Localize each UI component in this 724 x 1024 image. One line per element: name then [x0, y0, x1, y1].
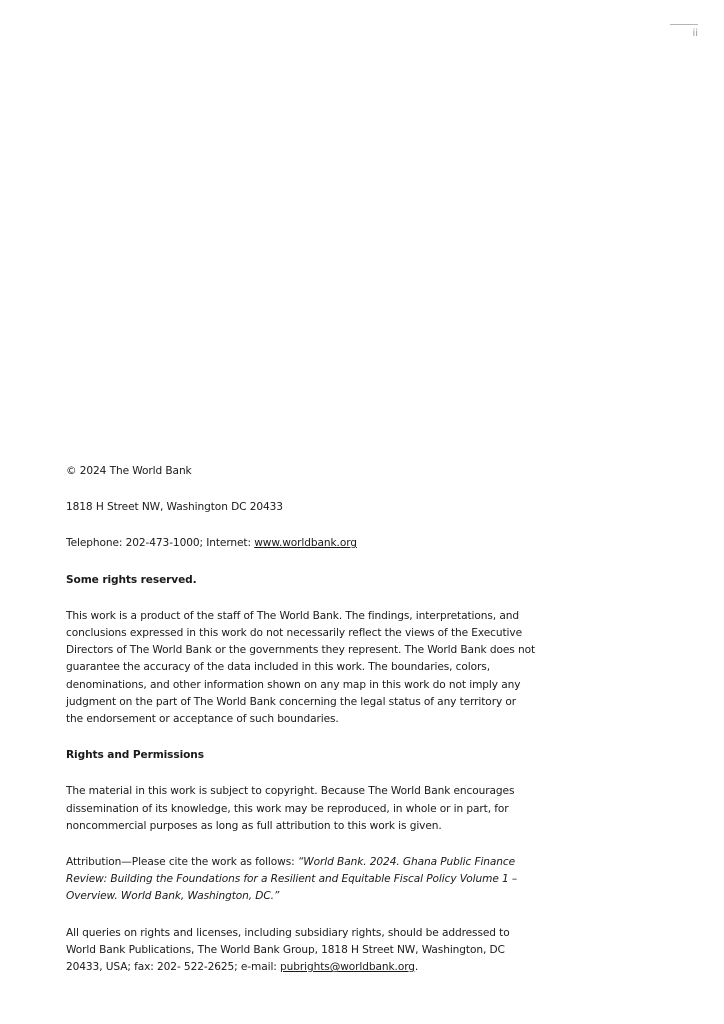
permissions-heading: Rights and Permissions	[66, 749, 204, 762]
queries-prefix: All queries on rights and licenses, including subsidiary rights, should be addressed to World Bank Publications, The World Bank Group, 1818 H Street NW, Washington, DC 20433, USA; fax: 202- 522-2625; e-mail:	[66, 926, 510, 974]
contact-prefix: Telephone: 202-473-1000; Internet:	[66, 537, 255, 550]
attribution-citation: “World Bank. 2024. Ghana Public Finance Review: Building the Foundations for a Resilient and Equitable Fiscal Policy Volume 1 – Overview. World Bank, Washington, DC.”	[66, 856, 518, 903]
contact-line	[66, 535, 536, 552]
copyright-line: © 2024 The World Bank	[66, 465, 192, 477]
attribution-prefix: Attribution—Please cite the work as follows:	[66, 856, 298, 869]
email-link[interactable]: pubrights@worldbank.org	[280, 961, 415, 974]
disclaimer-paragraph: This work is a product of the staff of The World Bank. The findings, interpretations, and conclusions expressed in this work do not necessarily reflect the views of the Executive Directors of The World Bank or the governments they represent. The World Bank does not guarantee the accuracy of the data included in this work. The boundaries, colors, denominations, and other information shown on any map in this work do not imply any judgment on the part of The World Bank concerning the legal status of any territory or the endorsement or acceptance of such boundaries.	[66, 609, 536, 726]
address-line: 1818 H Street NW, Washington DC 20433	[66, 501, 283, 514]
website-link[interactable]: www.worldbank.org	[254, 537, 357, 550]
attribution-paragraph	[66, 854, 536, 906]
page-number-rule	[670, 24, 698, 25]
queries-paragraph	[66, 925, 536, 977]
copyright-page-content	[66, 463, 536, 995]
page-number: ii	[692, 28, 698, 39]
queries-suffix: .	[414, 961, 419, 974]
rights-heading: Some rights reserved.	[66, 573, 197, 586]
permissions-paragraph: The material in this work is subject to copyright. Because The World Bank encourages dissemination of its knowledge, this work may be reproduced, in whole or in part, for noncommercial purposes as long as full attribution to this work is given.	[66, 785, 515, 832]
